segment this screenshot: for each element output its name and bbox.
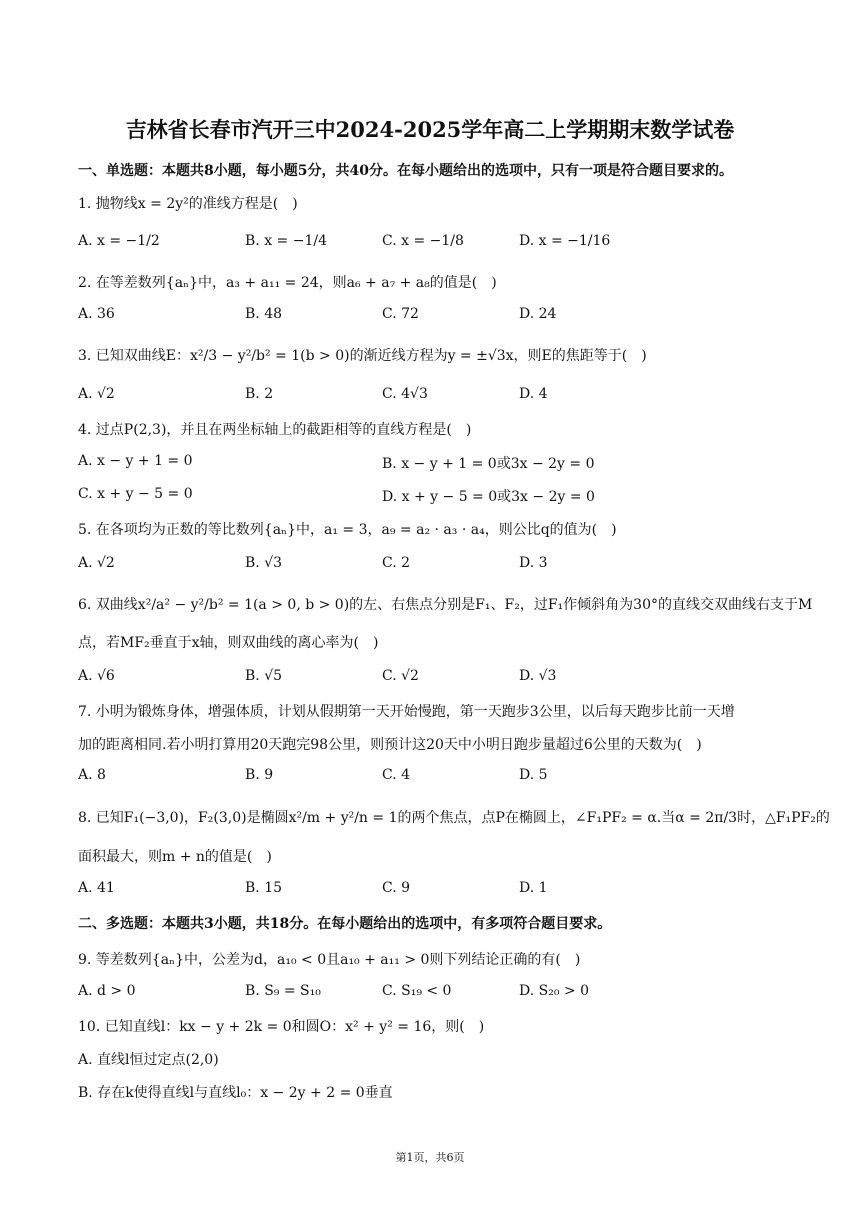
question-stem: 6. 双曲线x²/a² − y²/b² = 1(a > 0, b > 0)的左、右焦点分别是F₁、F₂，过F₁作倾斜角为30°的直线交双曲线右支于M xyxy=(78,597,813,613)
option: D. 1 xyxy=(519,880,548,896)
option: D. x + y − 5 = 0或3x − 2y = 0 xyxy=(382,489,595,505)
page-footer: 第1页，共6页 xyxy=(395,1151,465,1164)
question-stem: 8. 已知F₁(−3,0)，F₂(3,0)是椭圆x²/m + y²/n = 1的两个焦点，点P在椭圆上，∠F₁PF₂ = α.当α = 2π/3时，△F₁PF₂的 xyxy=(78,810,830,826)
option: C. √2 xyxy=(382,668,419,684)
option: B. √5 xyxy=(245,668,283,684)
question-stem-continued: 面积最大，则m + n的值是( ) xyxy=(78,849,272,865)
option: A. x − y + 1 = 0 xyxy=(78,453,193,469)
question-stem: 7. 小明为锻炼身体，增强体质，计划从假期第一天开始慢跑，第一天跑步3公里，以后每天跑步比前一天增 xyxy=(78,704,735,720)
question-stem: 9. 等差数列{aₙ}中，公差为d，a₁₀ < 0且a₁₀ + a₁₁ > 0则下列结论正确的有( ) xyxy=(78,952,581,968)
option: C. x = −1/8 xyxy=(382,233,464,249)
option: C. 2 xyxy=(382,555,411,571)
option: A. 直线l恒过定点(2,0) xyxy=(78,1052,219,1068)
option: B. 9 xyxy=(245,767,274,783)
option: D. 5 xyxy=(519,767,548,783)
question-stem: 1. 抛物线x = 2y²的准线方程是( ) xyxy=(78,196,298,212)
option: A. x = −1/2 xyxy=(78,233,160,249)
option: A. 36 xyxy=(78,306,115,322)
option: B. 15 xyxy=(245,880,283,896)
question-stem-continued: 点，若MF₂垂直于x轴，则双曲线的离心率为( ) xyxy=(78,635,379,651)
option: C. 4 xyxy=(382,767,411,783)
question-stem: 10. 已知直线l：kx − y + 2k = 0和圆O：x² + y² = 16，则( ) xyxy=(78,1019,485,1035)
question-stem: 3. 已知双曲线E：x²/3 − y²/b² = 1(b > 0)的渐近线方程为y = ±√3x，则E的焦距等于( ) xyxy=(78,348,647,364)
option: B. 48 xyxy=(245,306,283,322)
option: A. 41 xyxy=(78,880,115,896)
question-stem: 5. 在各项均为正数的等比数列{aₙ}中，a₁ = 3，a₉ = a₂ · a₃ · a₄，则公比q的值为( ) xyxy=(78,522,617,538)
option: D. S₂₀ > 0 xyxy=(519,983,589,999)
question-stem: 4. 过点P(2,3)，并且在两坐标轴上的截距相等的直线方程是( ) xyxy=(78,422,472,438)
option: C. 9 xyxy=(382,880,411,896)
option: B. x − y + 1 = 0或3x − 2y = 0 xyxy=(382,456,595,472)
option: A. d > 0 xyxy=(78,983,136,999)
option: C. S₁₉ < 0 xyxy=(382,983,452,999)
section-header-multiple-choice: 二、多选题：本题共3小题，共18分。在每小题给出的选项中，有多项符合题目要求。 xyxy=(78,916,612,932)
question-stem: 2. 在等差数列{aₙ}中，a₃ + a₁₁ = 24，则a₆ + a₇ + a₈的值是( ) xyxy=(78,275,497,291)
option: C. x + y − 5 = 0 xyxy=(78,486,193,502)
option: B. 2 xyxy=(245,386,274,402)
option: B. 存在k使得直线l与直线l₀：x − 2y + 2 = 0垂直 xyxy=(78,1085,393,1101)
option: D. 24 xyxy=(519,306,557,322)
page-title: 吉林省长春市汽开三中2024-2025学年高二上学期期末数学试卷 xyxy=(125,117,735,142)
option: B. √3 xyxy=(245,555,283,571)
section-header-single-choice: 一、单选题：本题共8小题，每小题5分，共40分。在每小题给出的选项中，只有一项是符合题目要求的。 xyxy=(78,163,733,179)
option: D. 3 xyxy=(519,555,548,571)
option: A. √6 xyxy=(78,668,115,684)
option: B. S₉ = S₁₀ xyxy=(245,983,321,999)
option: D. √3 xyxy=(519,668,557,684)
option: D. 4 xyxy=(519,386,548,402)
option: A. √2 xyxy=(78,386,115,402)
option: D. x = −1/16 xyxy=(519,233,611,249)
question-stem-continued: 加的距离相同.若小明打算用20天跑完98公里，则预计这20天中小明日跑步量超过6公里的天数为( ) xyxy=(78,737,702,753)
option: A. √2 xyxy=(78,555,115,571)
option: B. x = −1/4 xyxy=(245,233,327,249)
option: A. 8 xyxy=(78,767,106,783)
option: C. 4√3 xyxy=(382,386,428,402)
option: C. 72 xyxy=(382,306,419,322)
